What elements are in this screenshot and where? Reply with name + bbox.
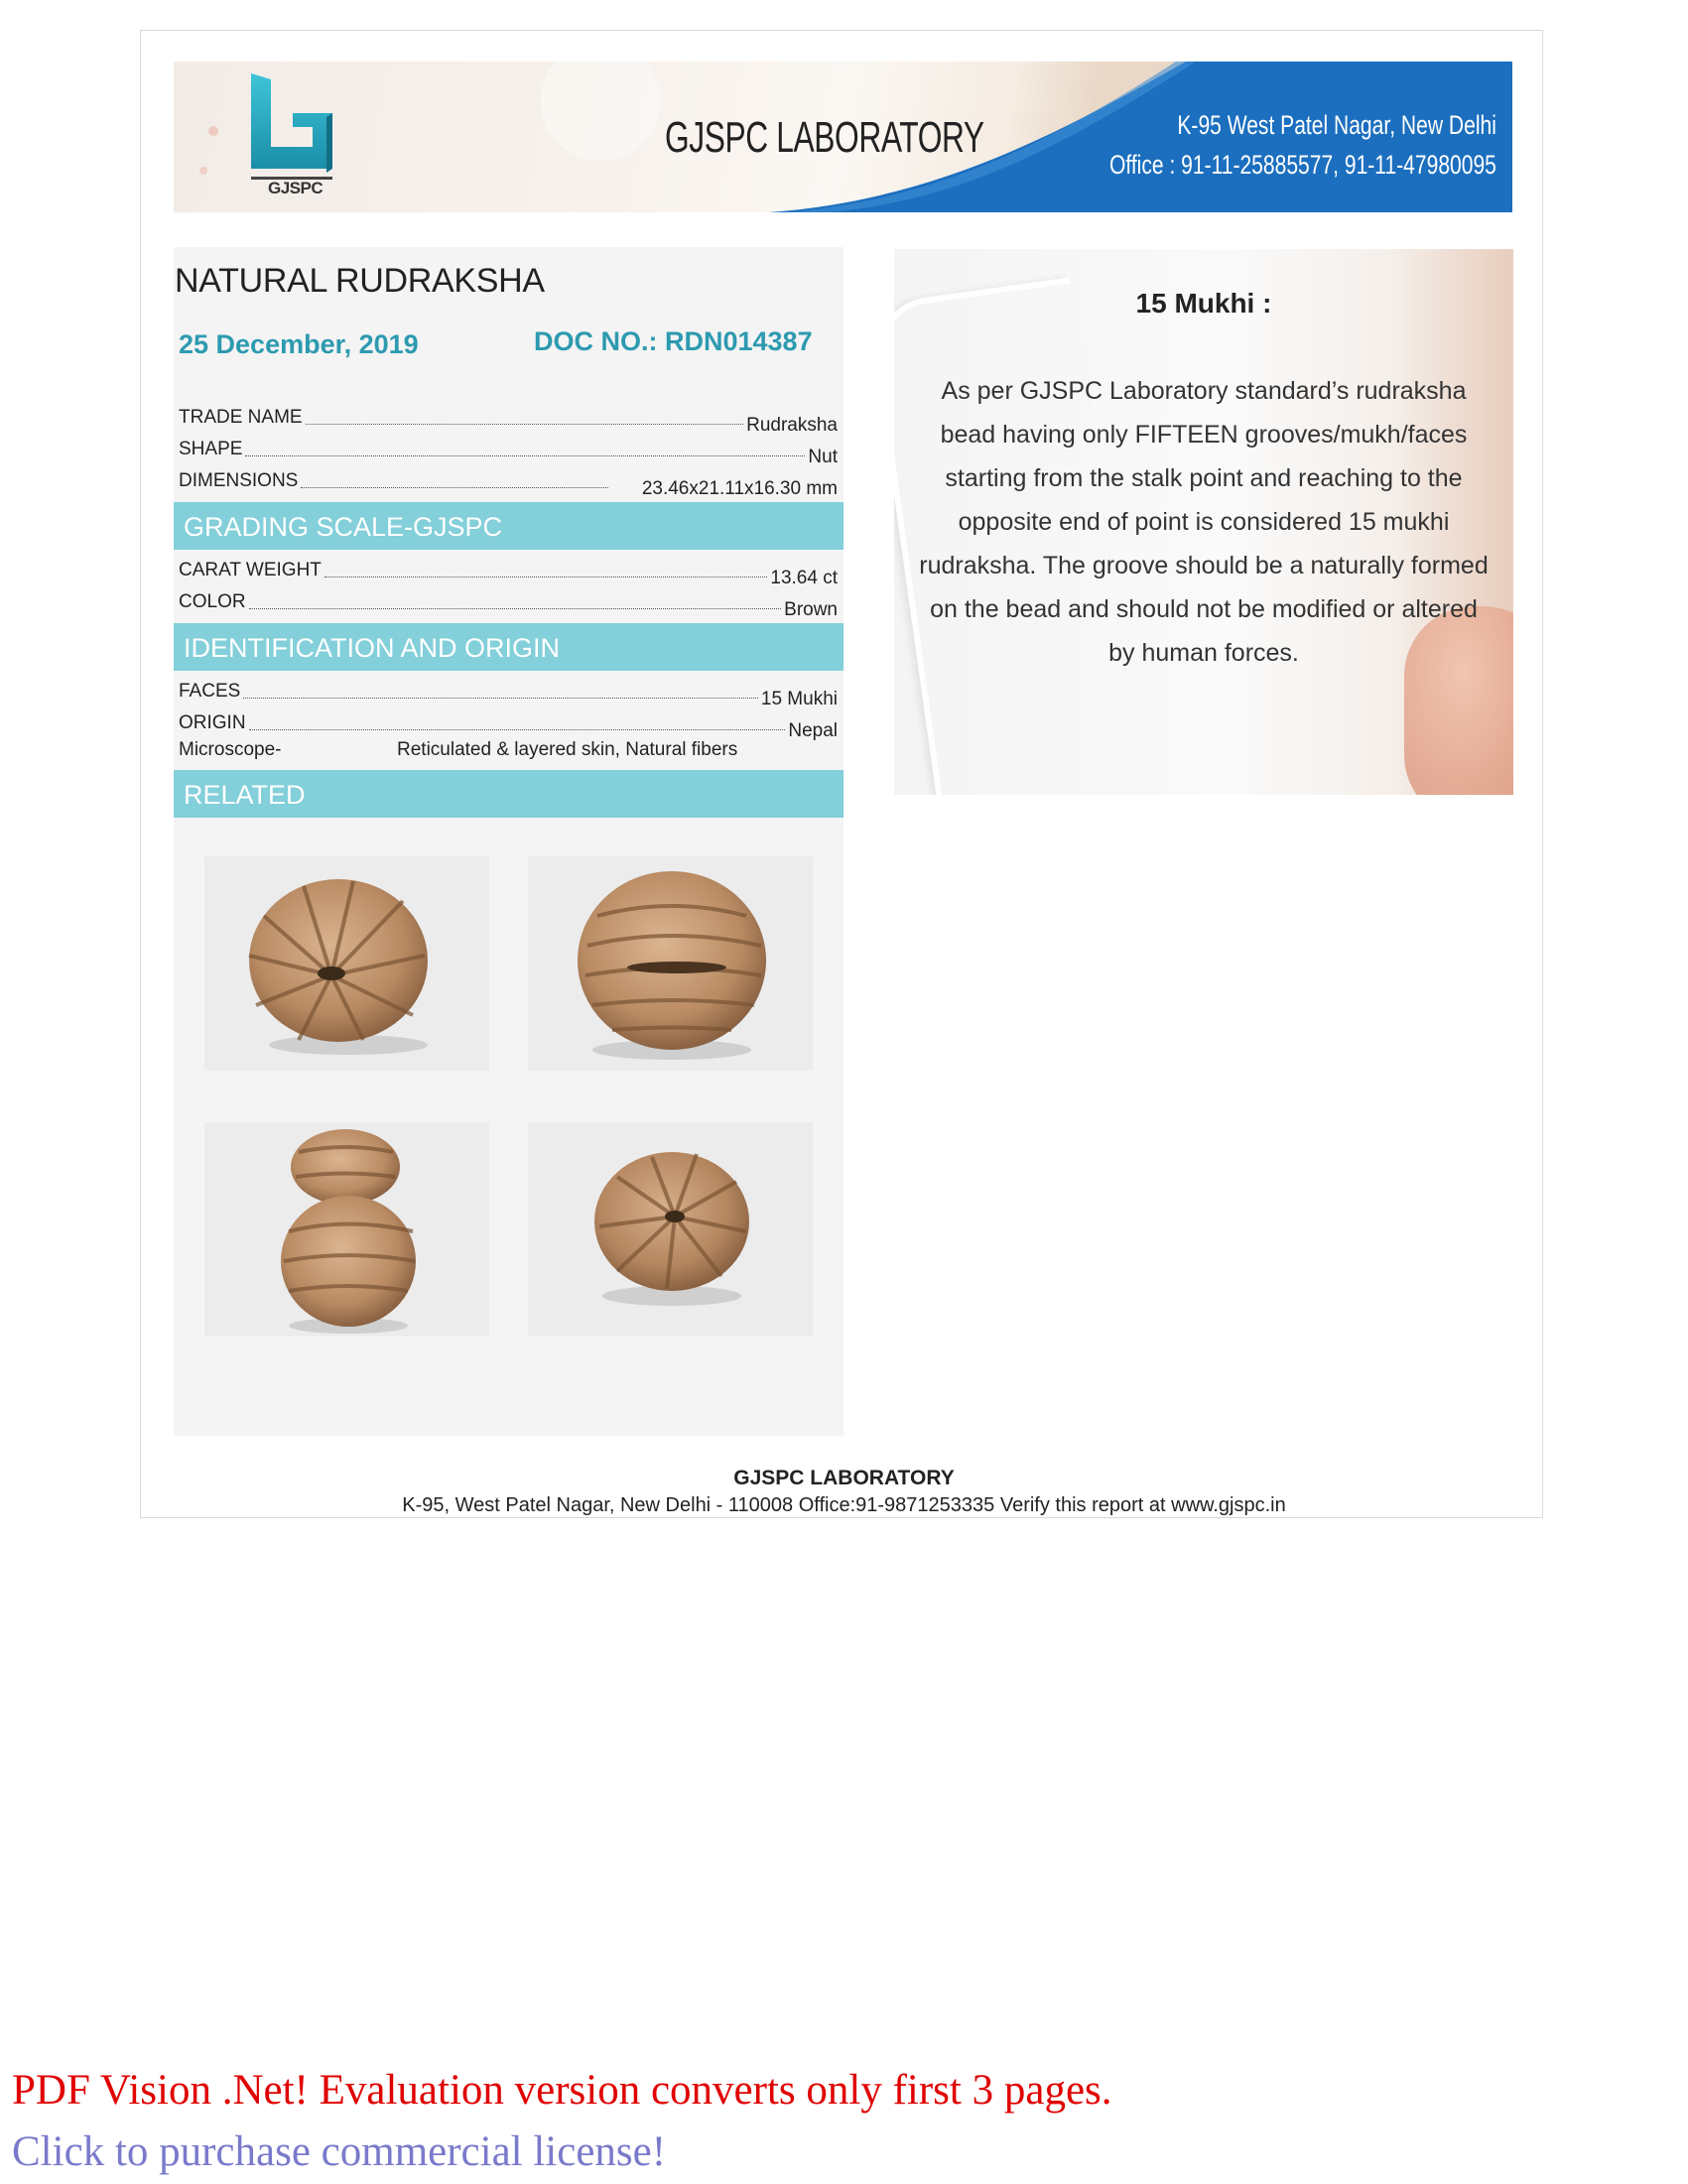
identification-heading: IDENTIFICATION AND ORIGIN [184,633,561,663]
header-address [1109,105,1496,185]
header-office-phones: Office : 91-11-25885577, 91-11-47980095 [1109,150,1496,180]
microscope-label: Microscope- [179,739,282,760]
detail-row-trade-name [179,405,838,436]
detail-row-dimensions [179,468,838,499]
dotted-leader [306,424,744,425]
grading-section-header [174,502,844,550]
detail-value: 23.46x21.11x16.30 mm [641,478,838,499]
microscope-value: Reticulated & layered skin, Natural fibers [397,739,738,760]
dotted-leader [301,487,608,488]
header-address-line: K-95 West Patel Nagar, New Delhi [1177,110,1496,140]
report-date: 25 December, 2019 [179,329,419,359]
grading-heading: GRADING SCALE-GJSPC [184,512,503,542]
dotted-leader [249,608,782,609]
detail-label: TRADE NAME [179,407,303,428]
detail-value: Brown [784,599,838,620]
footer-address: K-95, West Patel Nagar, New Delhi - 110008 Office:91-9871253335 Verify this report at www.gjspc.in [402,1494,1286,1516]
identification-section-header [174,623,844,671]
detail-row-shape [179,437,838,467]
dotted-leader [325,577,767,578]
detail-value: Nut [808,447,838,467]
lab-title: GJSPC LABORATORY [665,113,984,162]
detail-label: COLOR [179,591,246,612]
detail-label: SHAPE [179,439,243,459]
detail-label: ORIGIN [179,712,246,733]
microscope-row [179,739,838,761]
purchase-license-link[interactable]: Click to purchase commercial license! [12,2128,667,2175]
detail-label: DIMENSIONS [179,470,299,491]
detail-value: Rudraksha [746,415,838,436]
gjspc-logo-icon [243,73,342,193]
dotted-leader [249,729,786,730]
detail-row-carat-weight [179,558,838,588]
rudraksha-photo-3 [204,1122,489,1337]
evaluation-notice: PDF Vision .Net! Evaluation version converts only first 3 pages. [12,2067,1112,2114]
detail-value: 13.64 ct [770,568,838,588]
dotted-leader [245,455,805,456]
detail-row-color [179,589,838,620]
rudraksha-photo-4 [528,1122,813,1337]
detail-value: 15 Mukhi [760,689,838,709]
detail-row-origin [179,710,838,741]
header-banner [174,62,1512,212]
mukhi-description: As per GJSPC Laboratory standard’s rudraksha bead having only FIFTEEN grooves/mukh/faces starting from the stalk point and reaching to the opposite end of point is considered 15 mukhi rudraksha. The groove should be a naturally formed on the bead and should not be modified or altered by human forces. [919,377,1489,667]
detail-label: CARAT WEIGHT [179,560,322,580]
report-title: NATURAL RUDRAKSHA [175,262,545,300]
related-heading: RELATED [184,780,306,810]
detail-value: Nepal [788,720,838,741]
mukhi-title: 15 Mukhi : [1135,288,1272,319]
logo-text: GJSPC [268,179,324,197]
footer-lab-name: GJSPC LABORATORY [733,1467,955,1489]
detail-row-faces [179,679,838,709]
dotted-leader [243,698,758,699]
detail-label: FACES [179,681,241,702]
related-section-header [174,770,844,818]
rudraksha-photo-1 [204,856,489,1071]
document-number: DOC NO.: RDN014387 [534,326,813,356]
rudraksha-photo-2 [528,856,813,1071]
